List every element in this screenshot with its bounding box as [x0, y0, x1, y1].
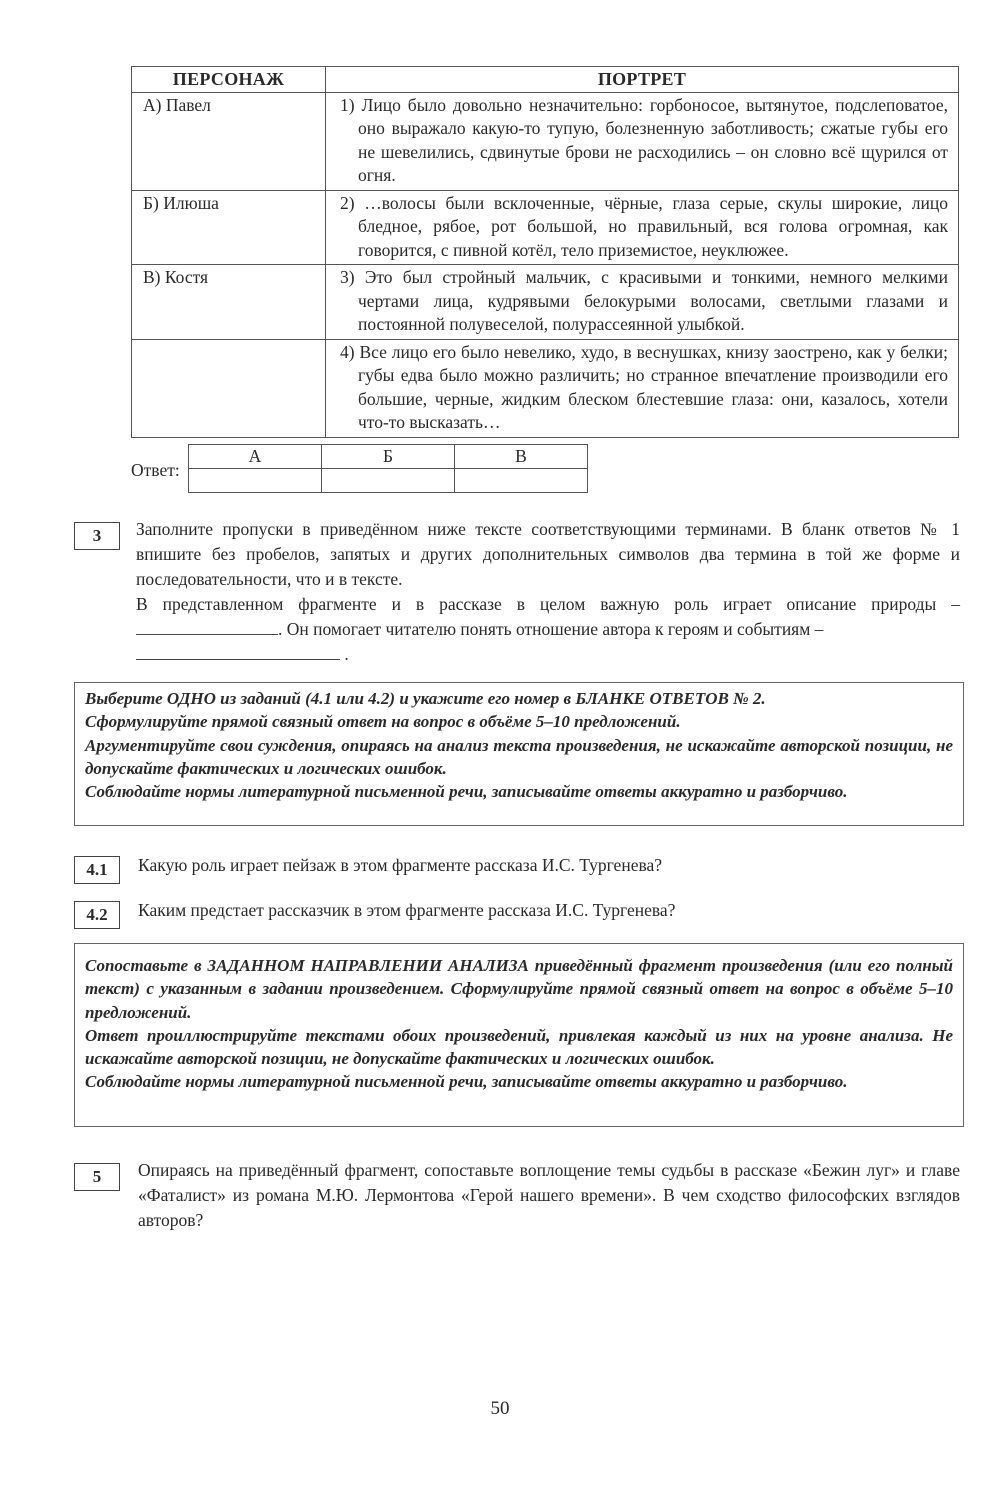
task3-sentence-part2: . Он помогает читателю понять отношение автора к героям и событиям – — [278, 619, 824, 639]
table-row — [132, 265, 959, 340]
answer-grid — [188, 444, 588, 493]
table-row — [132, 92, 959, 190]
instruction-line: Аргументируйте свои суждения, опираясь на анализ текста произведения, не искажайте авторской позиции, не допускайте фактических и логических ошибок. — [85, 735, 953, 778]
instruction-box-compare — [74, 943, 964, 1127]
task4-2-question: Каким предстает рассказчик в этом фрагменте рассказа И.С. Тургенева? — [138, 900, 676, 920]
portrait-cell — [326, 190, 959, 265]
task3-text — [136, 517, 960, 667]
portrait-cell — [326, 92, 959, 190]
task5-question: Опираясь на приведённый фрагмент, сопоставьте воплощение темы судьбы в рассказе «Бежин луг» и главе «Фаталист» из романа М.Ю. Лермонтова «Герой нашего времени». В чем сходство философских взглядов авторов? — [138, 1160, 960, 1230]
instruction-line: Сопоставьте в ЗАДАННОМ НАПРАВЛЕНИИ АНАЛИЗА приведённый фрагмент произведения (или его полный текст) с указанным в задании произведением. Сформулируйте прямой связный ответ на вопрос в объёме 5–10 предложений. — [85, 956, 953, 1022]
character-cell: В) Костя — [132, 265, 326, 340]
blank-field-2[interactable] — [136, 642, 340, 660]
portrait-text: 1) Лицо было довольно незначительно: горбоносое, вытянутое, подслеповатое, оно выражало какую-то тупую, болезненную заботливость; сжатые губы его не шевелились, сдвинутые брови не расходились – он словно всё щурился от огня. — [340, 94, 948, 185]
character-cell — [132, 339, 326, 437]
answer-column-v: В — [455, 445, 588, 469]
task-number-5: 5 — [74, 1163, 120, 1191]
answer-cell-a[interactable] — [189, 469, 322, 493]
task-number-4-2: 4.2 — [74, 901, 120, 929]
task3-sentence-part1: В представленном фрагменте и в рассказе в целом важную роль играет описание природы – — [136, 594, 960, 614]
portrait-cell — [326, 339, 959, 437]
table-row — [132, 339, 959, 437]
portrait-text: 4) Все лицо его было невелико, худо, в веснушках, книзу заострено, как у белки; губы едва было можно различить; но странное впечатление производили его большие, черные, жидким блеском блестевшие глаза: они, казалось, хотели что-то высказать… — [340, 341, 948, 432]
instruction-line: Выберите ОДНО из заданий (4.1 или 4.2) и укажите его номер в БЛАНКЕ ОТВЕТОВ № 2. — [85, 689, 766, 708]
character-cell: Б) Илюша — [132, 190, 326, 265]
blank-field-1[interactable] — [136, 617, 278, 635]
task4-1-question: Какую роль играет пейзаж в этом фрагменте рассказа И.С. Тургенева? — [138, 855, 663, 875]
instruction-box-choose-task — [74, 682, 964, 826]
answer-cell-v[interactable] — [455, 469, 588, 493]
instruction-line: Сформулируйте прямой связный ответ на вопрос в объёме 5–10 предложений. — [85, 712, 681, 732]
task3-instruction: Заполните пропуски в приведённом ниже тексте соответствующими терминами. В бланк ответов № 1 впишите без пробелов, запятых и других дополнительных символов два термина в той же форме и последовательности, что и в тексте. — [136, 519, 960, 589]
instruction-line: Соблюдайте нормы литературной письменной речи, записывайте ответы аккуратно и разборчиво. — [85, 782, 848, 802]
portrait-text: 3) Это был стройный мальчик, с красивыми и тонкими, немного мелкими чертами лица, кудрявыми белокурыми волосами, светлыми глазами и постоянной полувеселой, полурассеянной улыбкой. — [340, 267, 948, 334]
portrait-text: 2) …волосы были всклоченные, чёрные, глаза серые, скулы широкие, лицо бледное, рябое, рот большой, но правильный, вся голова огромная, как говорится, с пивной котёл, тело приземистое, неуклюжее. — [340, 192, 948, 260]
character-cell: А) Павел — [132, 92, 326, 190]
portrait-cell — [326, 265, 959, 340]
task-number-3: 3 — [74, 522, 120, 550]
task3-sentence — [136, 592, 960, 667]
header-portrait: ПОРТРЕТ — [326, 67, 959, 93]
page-number: 50 — [490, 1398, 510, 1419]
task3-sentence-end: . — [344, 644, 349, 664]
answer-cell-b[interactable] — [322, 469, 455, 493]
header-character: ПЕРСОНАЖ — [132, 67, 326, 93]
task-number-4-1: 4.1 — [74, 856, 120, 884]
table-row — [132, 190, 959, 265]
table-header-row — [132, 67, 959, 93]
answer-label: Ответ: — [131, 460, 180, 480]
instruction-line: Соблюдайте нормы литературной письменной речи, записывайте ответы аккуратно и разборчиво. — [85, 1072, 848, 1092]
instruction-line: Ответ проиллюстрируйте текстами обоих произведений, привлекая каждый из них на уровне анализа. Не искажайте авторской позиции, не допускайте фактических и логических ошибок. — [85, 1025, 953, 1069]
answer-column-a: А — [189, 445, 322, 469]
portrait-matching-table — [131, 66, 959, 438]
answer-column-b: Б — [322, 445, 455, 469]
